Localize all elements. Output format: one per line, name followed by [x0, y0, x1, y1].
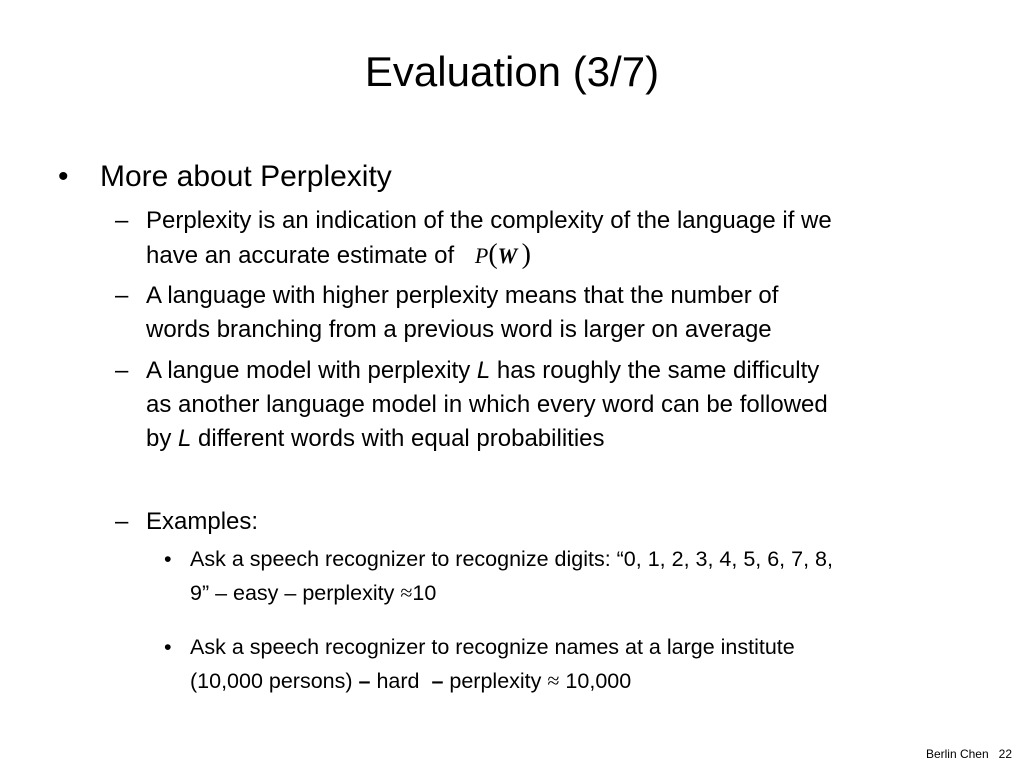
approx-symbol: ≈	[547, 668, 560, 693]
sub-bullet-line: words branching from a previous word is larger on average	[146, 316, 772, 343]
sub-bullet-line	[146, 354, 976, 388]
sub-bullet-text: different words with equal probabilities	[191, 425, 605, 452]
example-line	[190, 664, 980, 698]
slide-title: Evaluation (3/7)	[364, 48, 660, 95]
sub-bullet-text: by	[146, 425, 179, 452]
sub-bullet-line: Perplexity is an indication of the complexity of the language if we	[146, 207, 832, 234]
example-dash: –	[358, 669, 371, 693]
footer-author: Berlin Chen	[925, 747, 989, 761]
formula-open-paren: (	[488, 239, 498, 270]
bullet-text: More about Perplexity	[100, 160, 392, 193]
sub-bullet-line	[146, 422, 976, 456]
sub-bullet-line: Examples:	[146, 508, 259, 535]
example-line: Ask a speech recognizer to recognize names at a large institute	[190, 635, 795, 659]
formula-close-paren: )	[521, 239, 531, 270]
sub-bullet-dash: –	[115, 207, 129, 234]
bullet-dot: •	[58, 160, 69, 193]
formula-w: W	[497, 243, 518, 268]
example-value: 10	[412, 581, 437, 605]
example-value: 10,000	[559, 669, 632, 693]
sub-bullet-dash: –	[115, 282, 129, 309]
variable-l: L	[476, 357, 491, 384]
example-bullet-dot: •	[164, 635, 172, 659]
sub-bullet-text: has roughly the same difficulty	[490, 357, 820, 384]
approx-symbol: ≈	[400, 580, 413, 605]
example-text: (10,000 persons)	[190, 669, 359, 693]
example-dash: –	[431, 669, 444, 693]
example-text: 9” – easy – perplexity	[190, 581, 401, 605]
sub-bullet-line: A language with higher perplexity means that the number of	[146, 282, 779, 309]
slide-footer	[926, 746, 1012, 762]
sub-bullet-dash: –	[115, 508, 129, 535]
formula-p-of-w	[474, 239, 531, 270]
sub-bullet-text: A langue model with perplexity	[146, 357, 477, 384]
example-text: perplexity	[443, 669, 548, 693]
example-line	[190, 576, 980, 610]
variable-l: L	[178, 425, 192, 452]
footer-page-number: 22	[998, 747, 1012, 761]
sub-bullet-dash: –	[115, 357, 129, 384]
sub-bullet-line	[146, 238, 976, 273]
formula-p: P	[474, 243, 489, 268]
example-bullet-dot: •	[164, 547, 172, 571]
example-text: hard	[370, 669, 432, 693]
sub-bullet-line: as another language model in which every word can be followed	[146, 391, 828, 418]
example-line: Ask a speech recognizer to recognize digits: “0, 1, 2, 3, 4, 5, 6, 7, 8,	[190, 547, 833, 571]
sub-bullet-text: have an accurate estimate of	[146, 242, 455, 269]
